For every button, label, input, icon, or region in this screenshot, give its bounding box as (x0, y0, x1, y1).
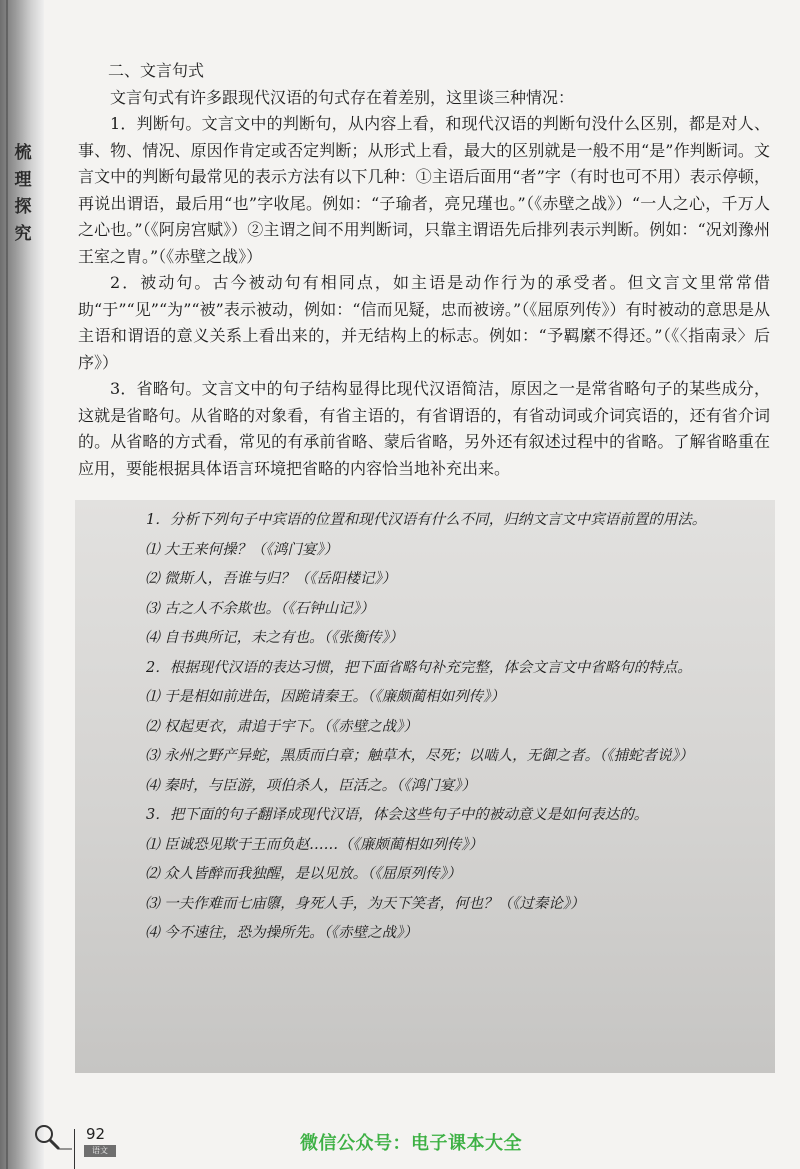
ellipsis-sentence-paragraph: 3．省略句。文言文中的句子结构显得比现代汉语简洁，原因之一是常省略句子的某些成分，这就是省略句。从省略的对象看，有省主语的，有省谓语的，有省动词或介词宾语的，还有省介词的。从省略的方式看，常见的有承前省略、蒙后省略，另外还有叙述过程中的省略。了解省略重在应用，要能根据具体语言环境把省略的内容恰当地补充出来。 (78, 379, 770, 478)
magnifier-icon (32, 1123, 72, 1151)
exercise-question: 1．分析下列句子中宾语的位置和现代汉语有什么不同，归纳文言文中宾语前置的用法。 (146, 512, 707, 528)
exercise-item: ⑴ 臣诚恐见欺于王而负赵……（《廉颇蔺相如列传》） (145, 836, 484, 853)
exercise-box (75, 500, 775, 1073)
exercise-item: ⑶ 一夫作难而七庙隳，身死人手，为天下笑者，何也？（《过秦论》） (145, 895, 585, 912)
exercise-item: ⑷ 秦时，与臣游，项伯杀人，臣活之。（《鸿门宴》） (145, 777, 476, 794)
exercise-item: ⑶ 古之人不余欺也。（《石钟山记》） (145, 600, 375, 617)
exercise-item: ⑶ 永州之野产异蛇，黑质而白章；触草木，尽死；以啮人，无御之者。（《捕蛇者说》） (145, 748, 694, 764)
exercise-item: ⑵ 权起更衣，肃追于宇下。（《赤壁之战》） (145, 718, 418, 735)
exercise-item: ⑷ 今不速往，恐为操所先。（《赤壁之战》） (145, 925, 418, 941)
page-footer (0, 1085, 800, 1169)
exercise-item: ⑵ 众人皆醉而我独醒，是以见放。（《屈原列传》） (145, 866, 462, 882)
exercise-question: 2．根据现代汉语的表达习惯，把下面省略句补充完整，体会文言文中省略句的特点。 (146, 659, 692, 676)
side-section-label (8, 140, 38, 248)
side-label-char: 探 (14, 197, 32, 217)
exercise-item: ⑵ 微斯人，吾谁与归？（《岳阳楼记》） (145, 571, 397, 587)
side-label-char: 理 (14, 170, 32, 190)
footer-divider (74, 1129, 75, 1169)
side-label-char: 究 (14, 224, 32, 244)
watermark-text: 微信公众号：电子课本大全 (300, 1133, 522, 1154)
main-text (78, 58, 770, 482)
judgment-sentence-paragraph: 1．判断句。文言文中的判断句，从内容上看，和现代汉语的判断句没什么区别，都是对人、事、物、情况、原因作肯定或否定判断；从形式上看，最大的区别就是一般不用“是”作判断词。文言文中的判断句最常见的表示方法有以下几种：①主语后面用“者”字（有时也可不用）表示停顿，再说出谓语，最后用“也”字收尾。例如：“子瑜者，亮兄瑾也。”（《赤壁之战》）“一人之心，千万人之心也。”（《阿房宫赋》）②主谓之间不用判断词，只靠主谓语先后排列表示判断。例如：“况刘豫州王室之胄。”（《赤壁之战》） (78, 114, 770, 266)
exercise-item: ⑴ 于是相如前进缶，因跪请秦王。（《廉颇蔺相如列传》） (145, 689, 505, 705)
page-number: 92 (86, 1125, 106, 1143)
exercise-item: ⑷ 自书典所记，未之有也。（《张衡传》） (145, 630, 404, 646)
passive-sentence-paragraph: 2．被动句。古今被动句有相同点，如主语是动作行为的承受者。但文言文里常常借助“于”“见”“为”“被”表示被动，例如：“信而见疑，忠而被谤。”（《屈原列传》）有时被动的意思是从主语和谓语的意义关系上看出来的，并无结构上的标志。例如：“予羁縻不得还。”（《〈指南录〉后序》） (78, 273, 770, 372)
exercise-item: ⑴ 大王来何操？（《鸿门宴》） (145, 541, 339, 558)
side-label-char: 梳 (14, 143, 32, 163)
intro-paragraph: 文言句式有许多跟现代汉语的句式存在着差别，这里谈三种情况： (110, 87, 575, 107)
subject-tag: 语文 (84, 1145, 116, 1157)
left-margin-strip (0, 0, 44, 1169)
exercise-list (113, 506, 753, 949)
exercise-question: 3．把下面的句子翻译成现代汉语，体会这些句子中的被动意义是如何表达的。 (146, 807, 649, 823)
section-heading: 二、文言句式 (108, 61, 205, 80)
